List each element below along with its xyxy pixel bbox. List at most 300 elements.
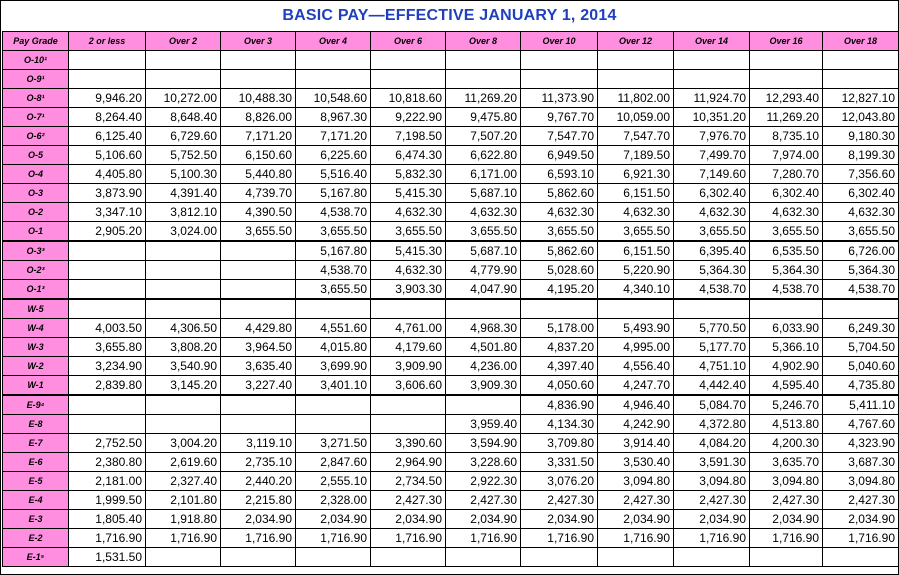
- pay-cell: [69, 51, 146, 70]
- pay-cell: [146, 261, 221, 280]
- pay-cell: 1,716.90: [674, 529, 750, 548]
- pay-cell: 1,716.90: [371, 529, 446, 548]
- pay-cell: [146, 241, 221, 261]
- pay-cell: 3,655.50: [598, 222, 674, 242]
- pay-cell: 6,150.60: [221, 146, 296, 165]
- pay-cell: 3,655.50: [521, 222, 598, 242]
- pay-cell: [221, 299, 296, 319]
- pay-cell: 7,499.70: [674, 146, 750, 165]
- pay-cell: 5,246.70: [750, 395, 823, 415]
- pay-cell: 4,632.30: [750, 203, 823, 222]
- pay-cell: 3,119.10: [221, 434, 296, 453]
- pay-cell: [823, 51, 899, 70]
- pay-cell: [446, 51, 521, 70]
- pay-cell: [296, 51, 371, 70]
- pay-cell: 5,832.30: [371, 165, 446, 184]
- pay-cell: 4,015.80: [296, 338, 371, 357]
- column-header-over-6: Over 6: [371, 32, 446, 51]
- pay-cell: 6,949.50: [521, 146, 598, 165]
- pay-cell: 2,964.90: [371, 453, 446, 472]
- pay-cell: 6,726.00: [823, 241, 899, 261]
- table-row: [3, 357, 899, 376]
- pay-cell: 4,538.70: [674, 280, 750, 300]
- pay-grade-label: W-1: [3, 376, 69, 396]
- pay-cell: 5,220.90: [598, 261, 674, 280]
- pay-cell: 3,655.50: [446, 222, 521, 242]
- basic-pay-table: [2, 31, 899, 567]
- pay-cell: 5,687.10: [446, 241, 521, 261]
- pay-cell: 2,034.90: [446, 510, 521, 529]
- pay-cell: 2,734.50: [371, 472, 446, 491]
- pay-cell: 7,189.50: [598, 146, 674, 165]
- pay-cell: 4,902.90: [750, 357, 823, 376]
- pay-cell: 5,687.10: [446, 184, 521, 203]
- pay-grade-label: O-5: [3, 146, 69, 165]
- pay-cell: 3,873.90: [69, 184, 146, 203]
- pay-cell: 1,716.90: [146, 529, 221, 548]
- pay-cell: [146, 51, 221, 70]
- pay-cell: 5,516.40: [296, 165, 371, 184]
- pay-cell: 4,739.70: [221, 184, 296, 203]
- table-row: [3, 529, 899, 548]
- pay-cell: [146, 70, 221, 89]
- pay-cell: 3,401.10: [296, 376, 371, 396]
- pay-cell: 3,094.80: [823, 472, 899, 491]
- pay-cell: 3,964.50: [221, 338, 296, 357]
- pay-cell: 2,555.10: [296, 472, 371, 491]
- pay-cell: 6,151.50: [598, 184, 674, 203]
- pay-cell: 9,767.70: [521, 108, 598, 127]
- pay-cell: 11,802.00: [598, 89, 674, 108]
- pay-cell: 1,716.90: [446, 529, 521, 548]
- pay-cell: 10,548.60: [296, 89, 371, 108]
- pay-cell: 3,903.30: [371, 280, 446, 300]
- pay-grade-label: O-1³: [3, 280, 69, 300]
- pay-cell: 3,655.50: [750, 222, 823, 242]
- pay-cell: 9,180.30: [823, 127, 899, 146]
- pay-cell: 2,905.20: [69, 222, 146, 242]
- pay-cell: 6,535.50: [750, 241, 823, 261]
- pay-cell: 12,293.40: [750, 89, 823, 108]
- pay-cell: [371, 299, 446, 319]
- pay-grade-label: O-8¹: [3, 89, 69, 108]
- pay-cell: 6,249.30: [823, 319, 899, 338]
- column-header-2-or-less: 2 or less: [69, 32, 146, 51]
- pay-cell: [674, 299, 750, 319]
- pay-grade-label: W-3: [3, 338, 69, 357]
- pay-cell: [823, 70, 899, 89]
- pay-cell: 1,716.90: [598, 529, 674, 548]
- pay-cell: 4,306.50: [146, 319, 221, 338]
- pay-cell: 6,302.40: [750, 184, 823, 203]
- pay-cell: 3,909.90: [371, 357, 446, 376]
- pay-cell: 4,429.80: [221, 319, 296, 338]
- pay-cell: 1,805.40: [69, 510, 146, 529]
- table-row: [3, 70, 899, 89]
- pay-cell: 4,538.70: [296, 261, 371, 280]
- pay-cell: 3,655.50: [823, 222, 899, 242]
- pay-cell: [521, 299, 598, 319]
- pay-cell: [221, 241, 296, 261]
- pay-cell: 3,655.50: [296, 222, 371, 242]
- table-row: [3, 261, 899, 280]
- pay-cell: 2,181.00: [69, 472, 146, 491]
- pay-cell: 3,094.80: [598, 472, 674, 491]
- pay-cell: 3,914.40: [598, 434, 674, 453]
- pay-cell: 4,134.30: [521, 415, 598, 434]
- pay-cell: [146, 299, 221, 319]
- pay-cell: [221, 70, 296, 89]
- pay-cell: 11,924.70: [674, 89, 750, 108]
- pay-cell: 5,040.60: [823, 357, 899, 376]
- pay-cell: 2,427.30: [446, 491, 521, 510]
- pay-grade-label: W-2: [3, 357, 69, 376]
- pay-cell: 3,635.40: [221, 357, 296, 376]
- pay-cell: 3,909.30: [446, 376, 521, 396]
- pay-cell: 8,967.30: [296, 108, 371, 127]
- pay-cell: 3,234.90: [69, 357, 146, 376]
- pay-cell: 6,395.40: [674, 241, 750, 261]
- pay-cell: 2,328.00: [296, 491, 371, 510]
- pay-cell: 4,242.90: [598, 415, 674, 434]
- pay-grade-label: E-4: [3, 491, 69, 510]
- table-body: [3, 51, 899, 567]
- pay-grade-label: E-7: [3, 434, 69, 453]
- pay-cell: 7,171.20: [296, 127, 371, 146]
- pay-grade-label: E-6: [3, 453, 69, 472]
- pay-cell: 5,177.70: [674, 338, 750, 357]
- pay-cell: 2,327.40: [146, 472, 221, 491]
- pay-cell: 10,272.00: [146, 89, 221, 108]
- pay-cell: 3,655.50: [221, 222, 296, 242]
- pay-cell: 5,862.60: [521, 184, 598, 203]
- pay-cell: 3,004.20: [146, 434, 221, 453]
- pay-cell: 3,808.20: [146, 338, 221, 357]
- pay-cell: 1,918.80: [146, 510, 221, 529]
- pay-cell: 2,735.10: [221, 453, 296, 472]
- pay-cell: 6,225.60: [296, 146, 371, 165]
- pay-cell: 3,594.90: [446, 434, 521, 453]
- pay-cell: [69, 395, 146, 415]
- pay-cell: 4,442.40: [674, 376, 750, 396]
- pay-cell: 4,405.80: [69, 165, 146, 184]
- pay-cell: [598, 51, 674, 70]
- pay-cell: 4,247.70: [598, 376, 674, 396]
- pay-cell: 7,507.20: [446, 127, 521, 146]
- pay-cell: 6,729.60: [146, 127, 221, 146]
- pay-cell: [146, 415, 221, 434]
- pay-cell: 4,595.40: [750, 376, 823, 396]
- pay-cell: 5,366.10: [750, 338, 823, 357]
- pay-cell: [69, 415, 146, 434]
- pay-cell: 8,826.00: [221, 108, 296, 127]
- pay-cell: 4,538.70: [750, 280, 823, 300]
- pay-grade-label: E-5: [3, 472, 69, 491]
- pay-cell: [750, 70, 823, 89]
- table-row: [3, 453, 899, 472]
- pay-cell: 5,167.80: [296, 241, 371, 261]
- pay-cell: [69, 261, 146, 280]
- pay-cell: [598, 70, 674, 89]
- pay-cell: 2,427.30: [674, 491, 750, 510]
- pay-cell: 2,034.90: [221, 510, 296, 529]
- pay-cell: 3,655.80: [69, 338, 146, 357]
- column-header-over-10: Over 10: [521, 32, 598, 51]
- pay-cell: 5,411.10: [823, 395, 899, 415]
- pay-cell: 4,837.20: [521, 338, 598, 357]
- pay-cell: 7,149.60: [674, 165, 750, 184]
- pay-cell: 3,635.70: [750, 453, 823, 472]
- table-row: [3, 491, 899, 510]
- pay-cell: 3,699.90: [296, 357, 371, 376]
- pay-cell: 2,380.80: [69, 453, 146, 472]
- pay-cell: 4,236.00: [446, 357, 521, 376]
- pay-cell: 2,034.90: [823, 510, 899, 529]
- pay-cell: 1,716.90: [296, 529, 371, 548]
- pay-cell: 6,151.50: [598, 241, 674, 261]
- table-row: [3, 434, 899, 453]
- pay-cell: 2,034.90: [750, 510, 823, 529]
- pay-cell: [221, 280, 296, 300]
- pay-cell: 4,538.70: [296, 203, 371, 222]
- pay-grade-label: O-1: [3, 222, 69, 242]
- pay-cell: 2,427.30: [598, 491, 674, 510]
- pay-cell: 5,100.30: [146, 165, 221, 184]
- table-row: [3, 222, 899, 242]
- pay-cell: 8,648.40: [146, 108, 221, 127]
- pay-cell: 3,530.40: [598, 453, 674, 472]
- pay-cell: 3,076.20: [521, 472, 598, 491]
- pay-cell: 4,195.20: [521, 280, 598, 300]
- pay-cell: 2,427.30: [823, 491, 899, 510]
- pay-cell: 4,513.80: [750, 415, 823, 434]
- pay-cell: [750, 51, 823, 70]
- pay-cell: 5,752.50: [146, 146, 221, 165]
- pay-cell: 1,716.90: [521, 529, 598, 548]
- pay-cell: 3,228.60: [446, 453, 521, 472]
- pay-cell: 2,034.90: [598, 510, 674, 529]
- pay-cell: [598, 299, 674, 319]
- table-row: [3, 127, 899, 146]
- pay-cell: 4,995.00: [598, 338, 674, 357]
- column-header-pay-grade: Pay Grade: [3, 32, 69, 51]
- pay-cell: [296, 548, 371, 567]
- pay-cell: 5,084.70: [674, 395, 750, 415]
- pay-cell: 4,047.90: [446, 280, 521, 300]
- pay-grade-label: E-1⁵: [3, 548, 69, 567]
- column-header-over-14: Over 14: [674, 32, 750, 51]
- pay-cell: 4,632.30: [823, 203, 899, 222]
- pay-cell: [221, 51, 296, 70]
- pay-cell: [371, 70, 446, 89]
- pay-cell: 4,551.60: [296, 319, 371, 338]
- pay-cell: 12,043.80: [823, 108, 899, 127]
- pay-cell: 4,632.30: [371, 261, 446, 280]
- pay-cell: [221, 415, 296, 434]
- table-row: [3, 146, 899, 165]
- pay-cell: 9,946.20: [69, 89, 146, 108]
- pay-cell: 2,034.90: [371, 510, 446, 529]
- pay-cell: 6,302.40: [674, 184, 750, 203]
- pay-cell: 12,827.10: [823, 89, 899, 108]
- pay-cell: 2,922.30: [446, 472, 521, 491]
- table-row: [3, 280, 899, 300]
- table-row: [3, 472, 899, 491]
- pay-cell: 3,390.60: [371, 434, 446, 453]
- pay-cell: 5,770.50: [674, 319, 750, 338]
- pay-cell: 10,818.60: [371, 89, 446, 108]
- pay-cell: [750, 299, 823, 319]
- pay-cell: 5,493.90: [598, 319, 674, 338]
- pay-cell: 7,976.70: [674, 127, 750, 146]
- pay-cell: [221, 261, 296, 280]
- pay-cell: 4,391.40: [146, 184, 221, 203]
- column-header-over-4: Over 4: [296, 32, 371, 51]
- pay-grade-label: E-9⁴: [3, 395, 69, 415]
- pay-cell: 1,716.90: [69, 529, 146, 548]
- pay-cell: 4,556.40: [598, 357, 674, 376]
- pay-cell: 4,968.30: [446, 319, 521, 338]
- pay-cell: 6,302.40: [823, 184, 899, 203]
- pay-cell: [446, 70, 521, 89]
- pay-cell: 4,084.20: [674, 434, 750, 453]
- pay-cell: 1,716.90: [221, 529, 296, 548]
- pay-grade-label: O-3: [3, 184, 69, 203]
- column-header-over-12: Over 12: [598, 32, 674, 51]
- pay-cell: 4,340.10: [598, 280, 674, 300]
- pay-cell: 9,222.90: [371, 108, 446, 127]
- pay-cell: [221, 548, 296, 567]
- pay-cell: [146, 395, 221, 415]
- pay-cell: 7,280.70: [750, 165, 823, 184]
- table-row: [3, 510, 899, 529]
- pay-cell: [296, 395, 371, 415]
- pay-cell: 5,167.80: [296, 184, 371, 203]
- pay-cell: [598, 548, 674, 567]
- pay-cell: 5,364.30: [674, 261, 750, 280]
- page-title: BASIC PAY—EFFECTIVE JANUARY 1, 2014: [282, 7, 617, 24]
- table-row: [3, 241, 899, 261]
- pay-cell: [69, 241, 146, 261]
- pay-cell: 2,427.30: [750, 491, 823, 510]
- pay-cell: 4,632.30: [674, 203, 750, 222]
- pay-cell: [146, 548, 221, 567]
- pay-cell: 1,999.50: [69, 491, 146, 510]
- pay-cell: [69, 280, 146, 300]
- pay-cell: [296, 299, 371, 319]
- pay-cell: 5,704.50: [823, 338, 899, 357]
- pay-cell: 1,716.90: [823, 529, 899, 548]
- pay-cell: 5,415.30: [371, 241, 446, 261]
- pay-cell: 6,593.10: [521, 165, 598, 184]
- pay-cell: 2,215.80: [221, 491, 296, 510]
- table-row: [3, 376, 899, 396]
- pay-cell: 5,415.30: [371, 184, 446, 203]
- pay-cell: 3,606.60: [371, 376, 446, 396]
- column-header-over-3: Over 3: [221, 32, 296, 51]
- pay-cell: 2,619.60: [146, 453, 221, 472]
- pay-cell: [146, 280, 221, 300]
- pay-cell: [371, 395, 446, 415]
- table-row: [3, 89, 899, 108]
- pay-cell: 6,033.90: [750, 319, 823, 338]
- pay-cell: 4,538.70: [823, 280, 899, 300]
- pay-cell: 4,372.80: [674, 415, 750, 434]
- pay-cell: 7,974.00: [750, 146, 823, 165]
- pay-cell: 6,171.00: [446, 165, 521, 184]
- pay-cell: 4,946.40: [598, 395, 674, 415]
- pay-cell: 3,655.50: [296, 280, 371, 300]
- pay-cell: 3,094.80: [674, 472, 750, 491]
- pay-cell: 2,034.90: [674, 510, 750, 529]
- pay-cell: 9,475.80: [446, 108, 521, 127]
- pay-cell: [823, 299, 899, 319]
- pay-cell: 2,034.90: [521, 510, 598, 529]
- pay-cell: 4,323.90: [823, 434, 899, 453]
- pay-cell: 5,364.30: [750, 261, 823, 280]
- pay-cell: 3,024.00: [146, 222, 221, 242]
- pay-cell: 2,101.80: [146, 491, 221, 510]
- pay-cell: 4,761.00: [371, 319, 446, 338]
- pay-cell: 2,440.20: [221, 472, 296, 491]
- pay-grade-label: O-10¹: [3, 51, 69, 70]
- pay-cell: 3,959.40: [446, 415, 521, 434]
- table-row: [3, 51, 899, 70]
- pay-grade-label: O-9¹: [3, 70, 69, 89]
- pay-cell: 7,547.70: [598, 127, 674, 146]
- pay-cell: [69, 299, 146, 319]
- pay-cell: 5,862.60: [521, 241, 598, 261]
- table-row: [3, 338, 899, 357]
- pay-cell: 5,028.60: [521, 261, 598, 280]
- pay-cell: 7,171.20: [221, 127, 296, 146]
- pay-cell: 2,034.90: [296, 510, 371, 529]
- pay-cell: 4,397.40: [521, 357, 598, 376]
- pay-cell: 4,632.30: [598, 203, 674, 222]
- pay-cell: 11,269.20: [446, 89, 521, 108]
- pay-cell: 6,474.30: [371, 146, 446, 165]
- pay-cell: 6,921.30: [598, 165, 674, 184]
- pay-cell: 3,331.50: [521, 453, 598, 472]
- pay-cell: 5,364.30: [823, 261, 899, 280]
- pay-cell: 3,540.90: [146, 357, 221, 376]
- pay-cell: [521, 548, 598, 567]
- pay-cell: 10,059.00: [598, 108, 674, 127]
- column-header-over-8: Over 8: [446, 32, 521, 51]
- pay-cell: 3,271.50: [296, 434, 371, 453]
- pay-cell: 2,839.80: [69, 376, 146, 396]
- pay-cell: [296, 415, 371, 434]
- pay-cell: [371, 51, 446, 70]
- pay-cell: [371, 415, 446, 434]
- pay-cell: [446, 299, 521, 319]
- pay-cell: [674, 51, 750, 70]
- pay-cell: 4,735.80: [823, 376, 899, 396]
- pay-grade-label: O-4: [3, 165, 69, 184]
- pay-cell: 3,687.30: [823, 453, 899, 472]
- table-row: [3, 203, 899, 222]
- pay-cell: 3,655.50: [371, 222, 446, 242]
- column-header-over-16: Over 16: [750, 32, 823, 51]
- pay-cell: [521, 51, 598, 70]
- pay-cell: 1,531.50: [69, 548, 146, 567]
- pay-cell: 7,547.70: [521, 127, 598, 146]
- pay-cell: 2,427.30: [521, 491, 598, 510]
- pay-cell: 3,145.20: [146, 376, 221, 396]
- table-row: [3, 299, 899, 319]
- pay-cell: [674, 548, 750, 567]
- pay-cell: 5,178.00: [521, 319, 598, 338]
